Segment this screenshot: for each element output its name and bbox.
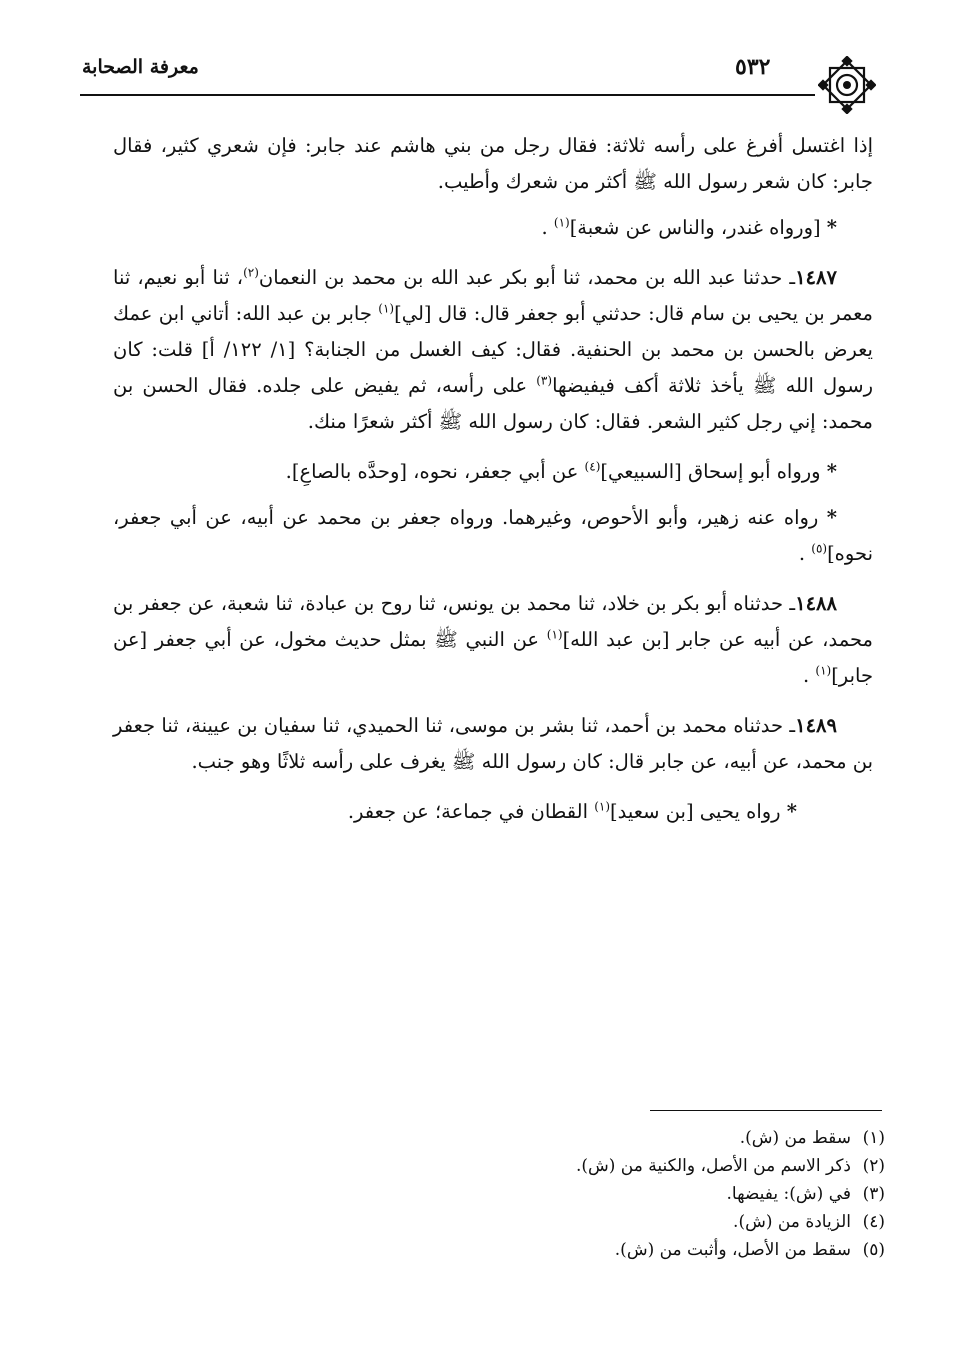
footnote-ref: (١) [815,663,832,678]
footnote-ref: (٥) [811,541,828,556]
footnote-ref: (١) [378,301,395,316]
footnote-item [105,1208,885,1236]
footnote-item [105,1180,885,1208]
footnote-item [105,1152,885,1180]
footnote-number: (٤) [862,1212,885,1232]
paragraph-text: عن أبي جعفر، نحوه، [وحدَّه بالصاعِ]. [285,460,585,483]
footnote-number: (٥) [862,1240,885,1260]
paragraph-text: . [541,216,554,239]
paragraph-text: ـ حدثناه أبو بكر بن خلاد، ثنا محمد بن يونس، ثنا روح بن عبادة، ثنا شعبة، عن جعفر بن محمد، عن أبيه عن جابر [بن عبد الله] [113,592,874,651]
paragraph-text: القطان في جماعة؛ عن جعفر. [347,800,595,823]
book-title: معرفة الصحابة [82,56,199,78]
paragraph-text: . [798,542,812,565]
paragraph [113,454,873,490]
asterisk-marker: * [826,216,837,239]
paragraph-text: إذا اغتسل أفرغ على رأسه ثلاثة: فقال رجل من بني هاشم عند جابر: فإن شعري كثير، فقال جابر: كان شعر رسول الله ﷺ أكثر من شعرك وأطيب. [113,134,873,193]
footnote-ref: (٢) [243,265,259,280]
hadith-1487 [113,260,873,440]
paragraph-text: عن النبي ﷺ بمثل حديث مخول، عن أبي جعفر [عن جابر] [113,628,873,687]
footnote-number: (٣) [862,1184,885,1204]
paragraph-text: ـ حدثنا عبد الله بن محمد، ثنا أبو بكر عبد الله بن محمد بن النعمان [258,266,796,289]
footnote-ref: (١) [553,215,570,230]
hadith-number: ١٤٨٧ [795,266,837,289]
main-text [113,128,873,840]
paragraph-text: . [802,664,816,687]
paragraph-text: رواه يحيى [بن سعيد] [610,800,787,823]
hadith-1488 [113,586,873,694]
paragraph [113,210,873,246]
footnote-item [105,1124,885,1152]
hadith-number: ١٤٨٨ [795,592,837,615]
paragraph-text: رواه عنه زهير، وأبو الأحوص، وغيرهما. ورواه جعفر بن محمد عن أبيه، عن أبي جعفر، نحوه] [113,506,873,565]
ornament-icon [818,56,876,114]
paragraph [113,128,873,200]
paragraph-text: [ورواه غندر، والناس عن شعبة] [569,216,827,239]
page-header [80,52,880,104]
asterisk-marker: * [826,460,837,483]
paragraph-text: جابر بن عبد الله: أتاني ابن عمك يعرض بالحسن بن محمد بن الحنفية. فقال: كيف الغسل من الجنابة؟ [١/ ١٢٢/ أ] قلت: كان رسول الله ﷺ يأخذ ثلاثة أكف فيفيضها [113,302,873,397]
footnotes [105,1124,885,1264]
footnote-text: ذكر الاسم من الأصل، والكنية من (ش). [575,1156,851,1176]
paragraph-text: على رأسه، ثم يفيض على جلده. فقال الحسن بن محمد: إني رجل كثير الشعر. فقال: كان رسول الله ﷺ أكثر شعرًا منك. [113,374,873,433]
footnote-number: (٢) [862,1156,885,1176]
footnote-text: الزيادة من (ش). [733,1212,851,1232]
asterisk-marker: * [826,506,837,529]
footnote-text: سقط من (ش). [739,1128,851,1148]
footnote-rule [650,1110,882,1111]
hadith-1489 [113,708,873,780]
header-rule [80,94,815,96]
footnote-ref: (١) [594,799,611,814]
hadith-number: ١٤٨٩ [795,714,837,737]
paragraph [113,500,873,572]
footnote-ref: (٤) [584,459,601,474]
footnote-number: (١) [862,1128,885,1148]
footnote-ref: (١) [546,627,563,642]
paragraph [113,794,873,830]
footnote-item [105,1236,885,1264]
paragraph-text: ، ثنا أبو نعيم، ثنا معمر بن يحيى بن سام قال: حدثني أبو جعفر قال: قال [لي] [113,266,873,325]
asterisk-marker: * [786,800,797,823]
footnote-text: في (ش): يفيضها. [726,1184,851,1204]
paragraph-text: ورواه أبو إسحاق [السبيعي] [600,460,827,483]
page-number: ٥٣٢ [735,54,771,80]
footnote-text: سقط من الأصل، وأثبت من (ش). [614,1240,851,1260]
paragraph-text: ـ حدثناه محمد بن أحمد، ثنا بشر بن موسى، ثنا الحميدي، ثنا سفيان بن عيينة، ثنا جعفر بن محمد، عن أبيه، عن جابر قال: كان رسول الله ﷺ يغرف على رأسه ثلاثًا وهو جنب. [113,714,873,773]
footnote-ref: (٣) [536,373,553,388]
